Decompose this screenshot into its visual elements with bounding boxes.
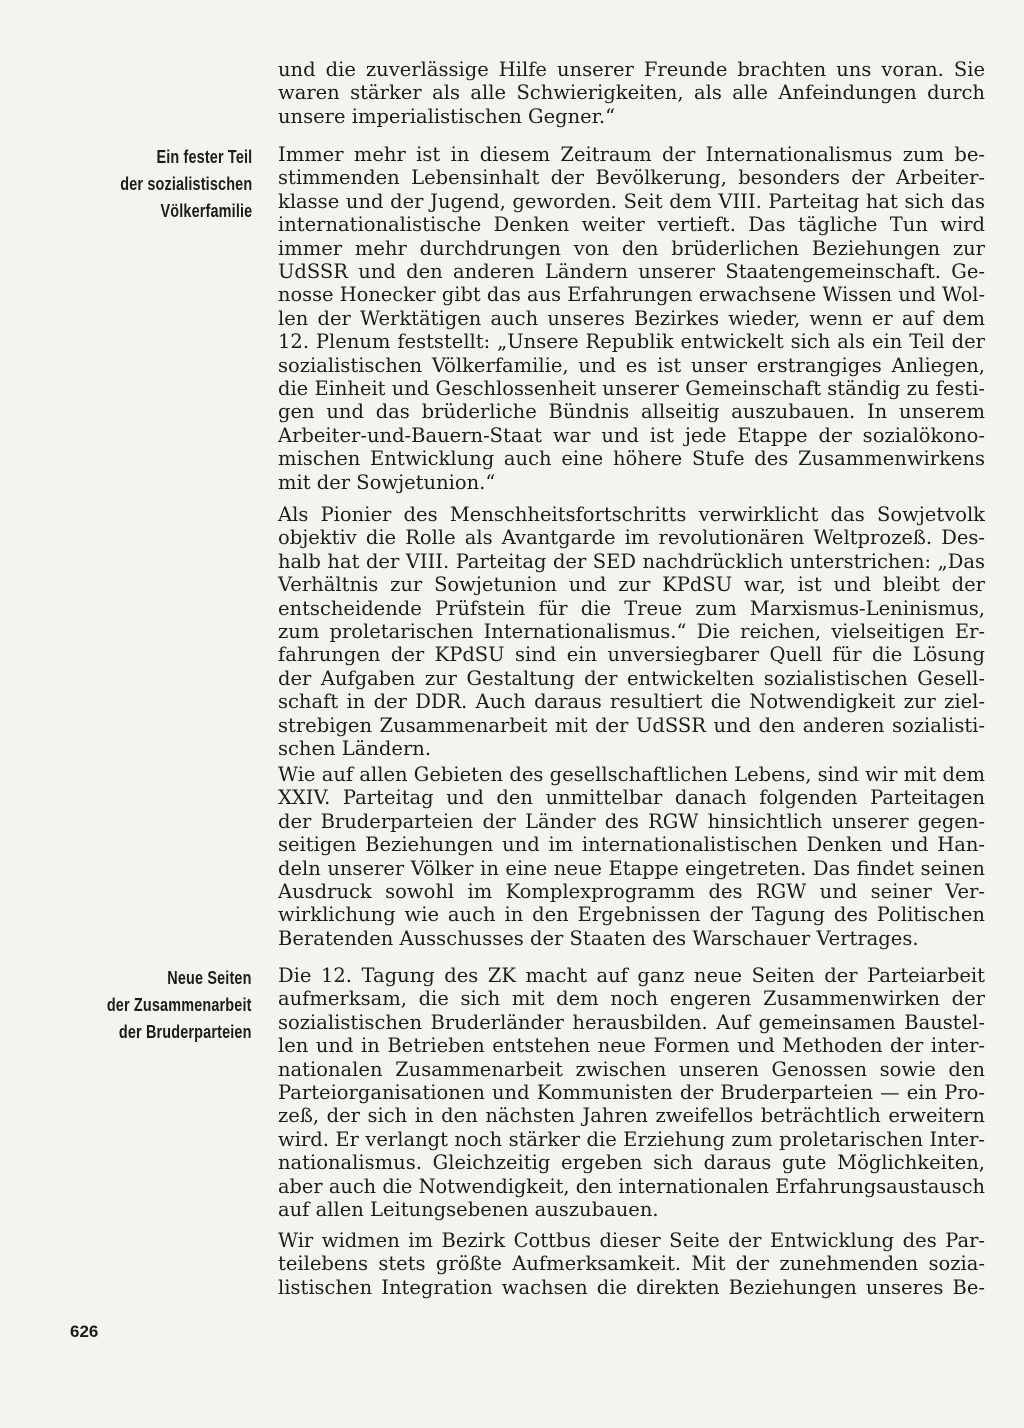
text-line: nosse Honecker gibt das aus Erfahrungen erwachsene Wissen und Wol- (278, 283, 985, 307)
paragraph-4 (278, 763, 985, 950)
paragraph-3 (278, 503, 985, 760)
text-line: objektiv die Rolle als Avantgarde im revolutionären Weltprozeß. Des- (278, 526, 985, 550)
text-line: immer mehr durchdrungen von den brüderlichen Beziehungen zur (278, 236, 985, 260)
text-line: Wie auf allen Gebieten des gesellschaftlichen Lebens, sind wir mit dem (278, 763, 985, 786)
text-line: zeß, der sich in den nächsten Jahren zweifellos beträchtlich erweitern (278, 1104, 985, 1128)
text-line: die Einheit und Geschlossenheit unserer Gemeinschaft ständig zu festi- (278, 377, 985, 401)
text-line: wirklichung wie auch in den Ergebnissen der Tagung des Politischen (278, 903, 985, 927)
text-line: Ausdruck sowohl im Komplexprogramm des RGW und seiner Ver- (278, 880, 985, 904)
sidenote-line: der Zusammenarbeit (107, 994, 252, 1015)
text-line: Arbeiter-und-Bauern-Staat war und ist jede Etappe der sozialökono- (278, 423, 985, 447)
text-line: halb hat der VIII. Parteitag der SED nachdrücklich unterstrichen: „Das (278, 549, 985, 573)
sidenote-line: Neue Seiten (167, 967, 252, 988)
text-line: nationalen Zusammenarbeit zwischen unseren Genossen sowie den (278, 1057, 985, 1081)
text-line: nationalismus. Gleichzeitig ergeben sich daraus gute Möglichkeiten, (278, 1151, 985, 1175)
text-line: mischen Entwicklung auch eine höhere Stufe des Zusammenwirkens (278, 447, 985, 471)
sidenote-cooperation (107, 964, 252, 1045)
text-line: len und in Betrieben entstehen neue Formen und Methoden der inter- (278, 1034, 985, 1058)
text-line: Die 12. Tagung des ZK macht auf ganz neue Seiten der Parteiarbeit (278, 964, 985, 987)
text-line: unsere imperialistischen Gegner.“ (278, 104, 616, 128)
text-line: gen und das brüderliche Bündnis allseitig auszubauen. In unserem (278, 400, 985, 424)
text-line: Als Pionier des Menschheitsfortschritts verwirklicht das Sowjetvolk (278, 503, 985, 526)
sidenote-internationalism (120, 143, 252, 224)
text-line: stimmenden Lebensinhalt der Bevölkerung, besonders der Arbeiter- (278, 166, 985, 190)
text-line: und die zuverlässige Hilfe unserer Freunde brachten uns voran. Sie (278, 58, 985, 81)
text-line: waren stärker als alle Schwierigkeiten, als alle Anfeindungen durch (278, 81, 985, 105)
sidenote-line: der sozialistischen (119, 173, 252, 194)
text-line: XXIV. Parteitag und den unmittelbar danach folgenden Parteitagen (278, 786, 985, 810)
text-line: auf allen Leitungsebenen auszubauen. (278, 1198, 659, 1222)
text-line: 12. Plenum feststellt: „Unsere Republik entwickelt sich als ein Teil der (278, 330, 985, 354)
text-line: schaft in der DDR. Auch daraus resultiert die Notwendigkeit zur ziel- (278, 690, 985, 714)
text-line: sozialistischen Völkerfamilie, und es ist unser erstrangiges Anliegen, (278, 353, 985, 377)
text-line: strebigen Zusammenarbeit mit der UdSSR und den anderen sozialisti- (278, 713, 985, 737)
text-line: klasse und der Jugend, geworden. Seit dem VIII. Parteitag hat sich das (278, 189, 985, 213)
paragraph-5 (278, 964, 985, 1221)
text-line: zum proletarischen Internationalismus.“ Die reichen, vielseitigen Er- (278, 620, 985, 644)
text-line: UdSSR und den anderen Ländern unserer Staatengemeinschaft. Ge- (278, 260, 985, 284)
text-line: deln unserer Völker in eine neue Etappe eingetreten. Das findet seinen (278, 856, 985, 880)
text-line: der Aufgaben zur Gestaltung der entwickelten sozialistischen Gesell- (278, 666, 985, 690)
sidenote-line: Ein fester Teil (156, 146, 252, 167)
text-line: wird. Er verlangt noch stärker die Erziehung zum proletarischen Inter- (278, 1127, 985, 1151)
paragraph-2 (278, 143, 985, 494)
text-line: seitigen Beziehungen und im internationalistischen Denken und Han- (278, 833, 985, 857)
text-line: Parteiorganisationen und Kommunisten der Bruderparteien — ein Pro- (278, 1081, 985, 1105)
text-line: len der Werktätigen auch unseres Bezirkes wieder, wenn er auf dem (278, 306, 985, 330)
text-line: internationalistische Denken weiter vertieft. Das tägliche Tun wird (278, 213, 985, 237)
text-line: schen Ländern. (278, 737, 432, 761)
text-line: der Bruderparteien der Länder des RGW hinsichtlich unserer gegen- (278, 809, 985, 833)
text-line: entscheidende Prüfstein für die Treue zum Marxismus-Leninismus, (278, 596, 985, 620)
page-number: 626 (70, 1322, 99, 1341)
sidenote-line: Völkerfamilie (160, 200, 252, 221)
text-line: listischen Integration wachsen die direkten Beziehungen unseres Be- (278, 1275, 985, 1299)
sidenote-line: der Bruderparteien (119, 1021, 252, 1042)
text-line: mit der Sowjetunion.“ (278, 470, 496, 494)
text-line: Wir widmen im Bezirk Cottbus dieser Seite der Entwicklung des Par- (278, 1229, 985, 1252)
text-line: fahrungen der KPdSU sind ein unversiegbarer Quell für die Lösung (278, 643, 985, 667)
text-line: Beratenden Ausschusses der Staaten des Warschauer Vertrages. (278, 926, 919, 950)
text-line: sozialistischen Bruderländer herausbilden. Auf gemeinsamen Baustel- (278, 1010, 985, 1034)
paragraph-6 (278, 1229, 985, 1299)
text-line: aufmerksam, die sich mit dem noch engeren Zusammenwirken der (278, 987, 985, 1011)
text-line: aber auch die Notwendigkeit, den internationalen Erfahrungsaustausch (278, 1174, 985, 1198)
text-line: Immer mehr ist in diesem Zeitraum der Internationalismus zum be- (278, 143, 985, 166)
text-line: teilebens stets größte Aufmerksamkeit. Mit der zunehmenden sozia- (278, 1252, 985, 1276)
paragraph-1 (278, 58, 985, 128)
text-line: Verhältnis zur Sowjetunion und zur KPdSU war, ist und bleibt der (278, 573, 985, 597)
